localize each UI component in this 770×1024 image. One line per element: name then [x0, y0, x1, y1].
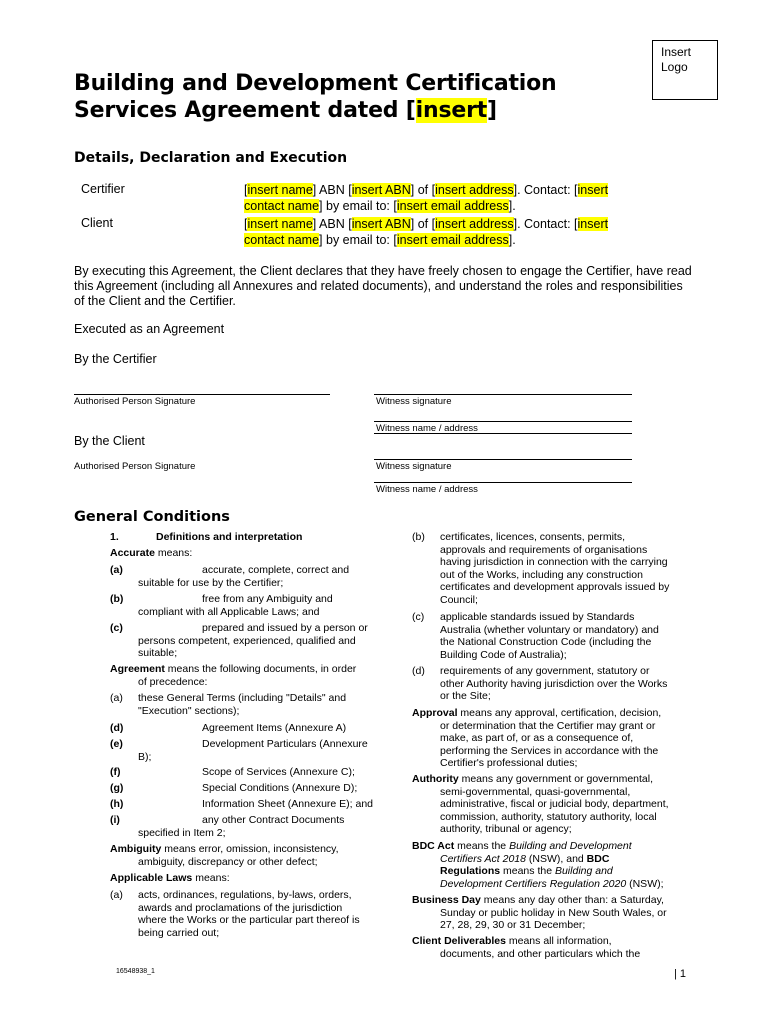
client-contact-field: contact name [244, 233, 320, 247]
certifier-witness-signature-line [374, 394, 632, 395]
def-approval: Approval means any approval, certification, decision, or determination that the Certifier may grant or make, as part of, or as a consequence of, performing the Services in accordance with the Certifier's professional duties; [412, 707, 662, 769]
client-email-field: insert email address [396, 233, 509, 247]
certifier-witness-signature-label: Witness signature [376, 396, 452, 407]
client-abn-field: insert ABN [351, 217, 411, 231]
client-name-field: insert name [247, 217, 313, 231]
client-authorised-signature-label: Authorised Person Signature [74, 461, 196, 472]
page-number: | 1 [674, 968, 687, 980]
client-witness-name-label: Witness name / address [376, 484, 478, 495]
client-witness-name-line [374, 482, 632, 483]
def-business-day: Business Day means any day other than: a Saturday, Sunday or public holiday in New South Wales, or 27, 28, 29, 30 or 31 December; [412, 894, 667, 931]
general-conditions-heading: General Conditions [74, 509, 230, 525]
def-ambiguity: Ambiguity means error, omission, inconsistency, ambiguity, discrepancy or other defect; [110, 843, 339, 868]
certifier-address-field: insert address [435, 183, 514, 197]
certifier-email-field: insert email address [396, 199, 509, 213]
by-the-certifier: By the Certifier [74, 352, 157, 366]
certifier-witness-name-label: Witness name / address [376, 423, 478, 434]
client-address-field: insert address [435, 217, 514, 231]
title-line-1: Building and Development Certification [74, 71, 557, 96]
client-details: [insert name] ABN [insert ABN] of [insert address]. Contact: [insert contact name] by email to: [insert email address]. [244, 217, 609, 247]
general-conditions-left-column: 1. Definitions and interpretation Accurate means: (a) accurate, complete, correct and suitable for use by the Certifier; (b) free from any Ambiguity and compliant with all Applicable Laws; and (c) prepared and issued by a person or persons competent, experienced, qualified and suitable; Agreement means the following documents, in order of precedence: (a) these General Terms (including "Details" and "Execution" sections); (d) Agreement Items (Annexure A) (e) Development Particulars (Annexure B); (f) Scope of Services (Annexure C); (g) Special Conditions (Annexure D); (h) Information Sheet (Annexure E); and (i) any other Contract Documents specified in Item 2; Ambiguity means error, omission, inconsistency, ambiguity, discrepancy or other defect; Applicable Laws means: (a) acts, ordinances, regulations, by-laws, orders, awards and proclamations of the jurisdiction where the Works or the particular part thereof is being carried out; [110, 531, 374, 939]
def-applicable-laws: Applicable Laws means: [110, 872, 230, 884]
insert-logo-placeholder [652, 40, 718, 100]
certifier-authorised-signature-label: Authorised Person Signature [74, 396, 196, 407]
clause-1-heading: 1. Definitions and interpretation [110, 531, 303, 543]
general-conditions-right-column: (b) certificates, licences, consents, permits, approvals and requirements of organisations having jurisdiction in connection with the carrying out of the Works, including any construction certificates and development approvals issued by Council; (c) applicable standards issued by Standards Australia (whether voluntary or mandatory) and the National Construction Code (including the Building Code of Australia); (d) requirements of any government, statutory or other Authority having jurisdiction over the Works or the Site; Approval means any approval, certification, decision, or determination that the Certifier may grant or make, as part of, or as a consequence of, performing the Services in accordance with the Certifier's professional duties; Authority means any government or governmental, semi-governmental, quasi-governmental, administrative, fiscal or judicial body, department, commission, authority, statutory authority, local authority, tribunal or agency; BDC Act means the Building and Development Certifiers Act 2018 (NSW), and BDC Regulations means the Building and Development Certifiers Regulation 2020 (NSW); Business Day means any day other than: a Saturday, Sunday or public holiday in New South Wales, or 27, 28, 29, 30 or 31 December; Client Deliverables means all information, documents, and other particulars which the [412, 531, 670, 960]
certifier-witness-name-line [374, 421, 632, 422]
title-line-2: Services Agreement dated [insert] [74, 98, 497, 123]
certifier-contact-field: contact name [244, 199, 320, 213]
client-witness-signature-label: Witness signature [376, 461, 452, 472]
certifier-signature-line [74, 394, 330, 395]
certifier-abn-field: insert ABN [351, 183, 411, 197]
details-heading: Details, Declaration and Execution [74, 150, 348, 166]
client-label: Client [81, 216, 113, 230]
client-witness-signature-line [374, 459, 632, 460]
certifier-details: [insert name] ABN [insert ABN] of [insert address]. Contact: [insert contact name] by email to: [insert email address]. [244, 183, 609, 213]
by-the-client: By the Client [74, 434, 145, 448]
document-title [74, 70, 634, 124]
logo-placeholder-text: Insert Logo [661, 45, 692, 74]
certifier-name-field: insert name [247, 183, 313, 197]
executed-as-agreement: Executed as an Agreement [74, 322, 225, 336]
def-accurate: Accurate means: [110, 547, 193, 559]
def-authority: Authority means any government or governmental, semi-governmental, quasi-governmental, administrative, fiscal or judicial body, department, commission, authority, statutory authority, local authority, tribunal or agency; [412, 773, 669, 835]
date-insert-highlight: insert [415, 98, 488, 123]
document-reference: 16548938_1 [116, 968, 155, 975]
certifier-label: Certifier [81, 182, 125, 196]
def-bdc-act: BDC Act means the Building and Development Certifiers Act 2018 (NSW), and BDC Regulations means the Building and Development Certifiers Regulation 2020 (NSW); [412, 840, 664, 890]
declaration-paragraph: By executing this Agreement, the Client declares that they have freely chosen to engage the Certifier, have read this Agreement (including all Annexures and related documents), and understand the roles and responsibilities of the Client and the Certifier. [74, 264, 692, 308]
def-agreement: Agreement means the following documents, in order of precedence: [110, 663, 357, 688]
def-client-deliverables: Client Deliverables means all information, documents, and other particulars which the [412, 935, 641, 960]
